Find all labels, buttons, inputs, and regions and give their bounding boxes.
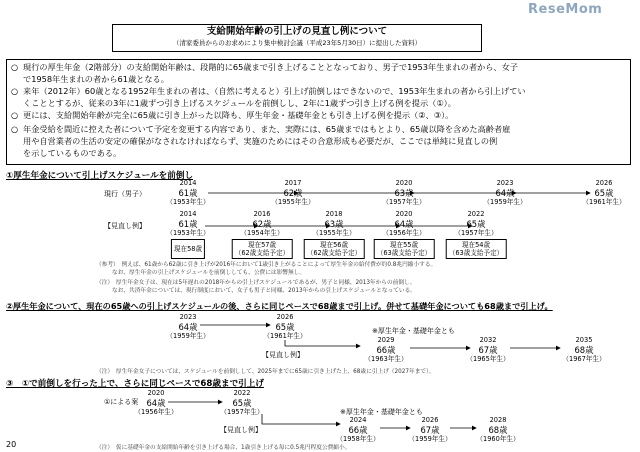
- section1-note: なお、厚生年金の引上げスケジュールを前倒ししても、公費には影響無し。: [112, 270, 306, 276]
- s3-base-item: 2020 64歳 （1956年生）: [134, 389, 178, 416]
- section3-note: （注） 仮に基礎年金の支給開始年齢を引き上げる場合、1歳引き上げる毎に0.5兆円程度公費縮小。: [96, 445, 351, 451]
- section1-note: なお、共済年金については、現行制度において、女子も男子と同様、2013年からの引上げスケジュールとなっている。: [112, 288, 416, 294]
- current-age-box: 現在56歳 （62歳支給予定）: [304, 239, 365, 259]
- s1-revised-item: 2018 63歳 （1955年生）: [312, 210, 356, 237]
- section1-heading: ①厚生年金について引上げスケジュールを前倒し: [6, 171, 194, 181]
- joint-note: ※厚生年金・基礎年金とも: [372, 327, 455, 335]
- section3-heading: ③ ①で前倒しを行った上で、さらに同じペースで68歳まで引上げ: [6, 379, 264, 389]
- bullet-text: で1958年生まれの者から61歳となる。: [23, 73, 169, 84]
- bullet-marker: ○: [11, 86, 19, 96]
- s1-current-item: 2014 61歳 （1953年生）: [166, 179, 210, 206]
- s2-revised-item: 2032 67歳 （1965年生）: [466, 336, 510, 363]
- bullet-marker: ○: [11, 124, 19, 134]
- s1-revised-item: 2016 62歳 （1954年生）: [240, 210, 284, 237]
- section2-heading: ②厚生年金について、現在の65歳への引上げスケジュールの後、さらに同じペースで68歳まで引上げ。併せて基礎年金についても68歳まで引上げ。: [6, 301, 553, 311]
- bullet-marker: ○: [11, 62, 19, 72]
- s1-current-item: 2017 62歳 （1955年生）: [271, 179, 315, 206]
- s3-branch-arrow: [262, 414, 340, 424]
- s1-current-item: 2023 64歳 （1959年生）: [483, 179, 527, 206]
- s2-branch-arrow: [285, 340, 360, 346]
- bullet-text: 来年（2012年）60歳となる1952年生まれの者は、（自然に考えると）引上げ前倒しはできないので、1953年生まれの者から引上げてい: [23, 86, 526, 96]
- s1-revised-item: 2022 65歳 （1957年生）: [454, 210, 498, 237]
- s1-current-item: 2026 65歳 （1961年生）: [582, 179, 626, 206]
- section1-note: （参考） 例えば、61歳から62歳に引き上げが2016年において1歳引き上がることによって厚生年金の給付費が約0.8兆円縮小する。: [96, 262, 437, 268]
- s3-revised-item: 2024 66歳 （1958年生）: [336, 416, 380, 443]
- current-age-box: 現在58歳: [171, 239, 205, 259]
- s2-current-item: 2026 65歳 （1961年生）: [263, 313, 307, 340]
- s1-current-item: 2020 63歳 （1957年生）: [382, 179, 426, 206]
- page-number: 20: [6, 440, 17, 449]
- current-age-box: 現在57歳 （62歳支給予定）: [232, 239, 293, 259]
- revised-row-label: 【見直し例】: [220, 426, 262, 434]
- revised-row-label: 【見直し例】: [262, 351, 304, 359]
- s1-revised-item: 2020 64歳 （1956年生）: [382, 210, 426, 237]
- bullet-text: くこととするが、従来の3年に1歳ずつ引き上げるスケジュールを前倒しし、2年に1歳ずつ引き上げる例を提示（①）。: [23, 97, 456, 108]
- s3-base-item: 2022 65歳 （1957年生）: [220, 389, 264, 416]
- revised-row-label: 【見直し例】: [104, 222, 146, 230]
- s3-revised-item: 2028 68歳 （1960年生）: [476, 416, 520, 443]
- section2-note: （注） 厚生年金女子については、スケジュールを前倒しして、2025年までに65歳に引き上げた上、68歳に引上げ（2027年まで）。: [96, 369, 435, 375]
- bullet-text: 用や自営業者の生活の安定の確保がなされなければならず、実施のためにはその合意形成も必要だが、ここでは単純に見直しの例: [23, 135, 498, 146]
- s2-revised-item: 2029 66歳 （1963年生）: [364, 336, 408, 363]
- bullet-marker: ○: [11, 110, 19, 120]
- bullet-text: 現行の厚生年金（2階部分）の支給開始年齢は、段階的に65歳まで引き上げることとなっており、男子で1953年生まれの者から、女子: [23, 62, 518, 72]
- current-row-label: 現行（男子）: [104, 190, 146, 198]
- s3-revised-item: 2026 67歳 （1959年生）: [408, 416, 452, 443]
- section1-note: （注） 厚生年金女子は、現在は5年遅れの2018年からの引上げスケジュールであるが、男子と同様、2013年からの前倒し。: [96, 280, 416, 286]
- s1-revised-item: 2014 61歳 （1953年生）: [166, 210, 210, 237]
- current-age-box: 現在54歳 （63歳支給予定）: [446, 239, 507, 259]
- bullet-text: 更には、支給開始年齢が完全に65歳に引き上がった以降も、厚生年金・基礎年金とも引き上げる例を提示（②、③）。: [23, 110, 454, 120]
- bullet-text: を示しているものである。: [23, 147, 122, 158]
- bullet-text: 年金受給を間近に控えた者について予定を変更する内容であり、また、実際には、65歳まではもとより、65歳以降を含めた高齢者雇: [23, 124, 511, 134]
- page-title: 支給開始年齢の引上げの見直し例について: [206, 26, 388, 37]
- current-age-box: 現在55歳 （63歳支給予定）: [374, 239, 435, 259]
- watermark-logo: ReseMom: [528, 2, 603, 17]
- page-subtitle: （清家委員からのお求めにより集中検討会議（平成23年5月30日）に提出した資料）: [172, 39, 422, 47]
- base-row-label: ①による案: [104, 398, 139, 406]
- s2-revised-item: 2035 68歳 （1967年生）: [562, 336, 606, 363]
- joint-note: ※厚生年金・基礎年金とも: [340, 408, 423, 416]
- s2-current-item: 2023 64歳 （1959年生）: [166, 313, 210, 340]
